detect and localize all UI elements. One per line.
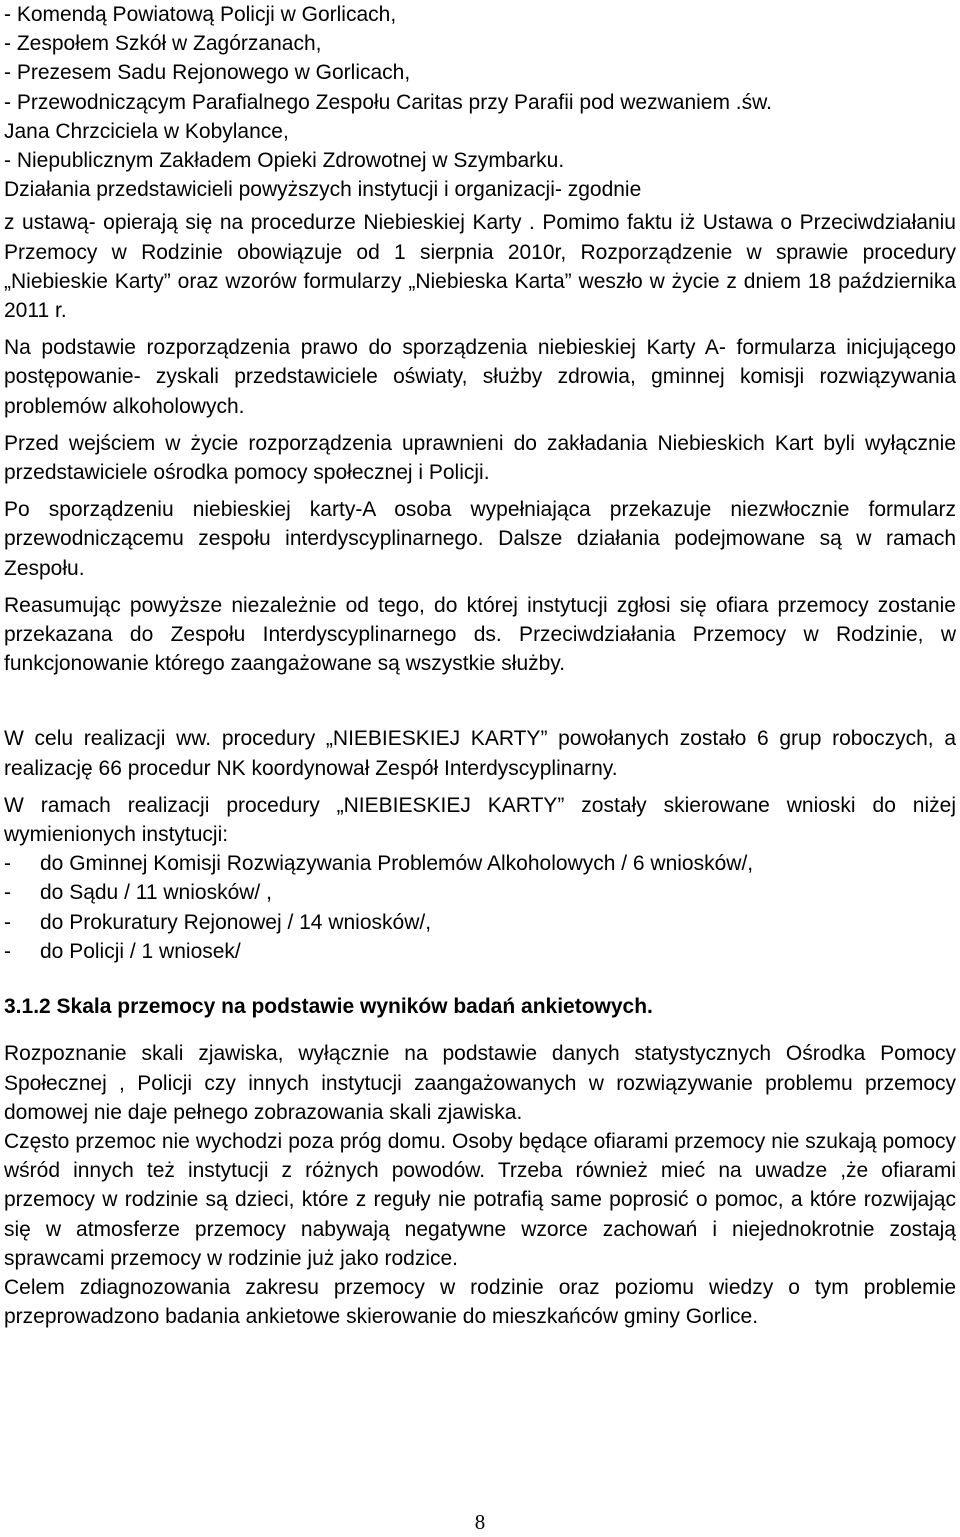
intro-list-item: - Komendą Powiatową Policji w Gorlicach, xyxy=(4,3,397,26)
section-paragraph-2: Często przemoc nie wychodzi poza próg domu. Osoby będące ofiarami przemocy nie szukają pomocy wśród innych też instytucji z różnych powodów. Trzeba również mieć na uwadze ,że ofiarami przemocy w rodzinie są dzieci, które z reguły nie potrafią same poprosić o pomoc, a które rozwijając się w atmosferze przemocy nabywają negatywne wzorce zachowań i niejednokrotnie zostają sprawcami przemocy w rodzinie już jako rodzice. xyxy=(4,1129,956,1270)
section-paragraph-1: Rozpoznanie skali zjawiska, wyłącznie na podstawie danych statystycznych Ośrodka Pomocy Społecznej , Policji czy innych instytucji zaangażowanych w rozwiązywanie problemu przemocy domowej nie daje pełnego zobrazowania skali zjawiska. xyxy=(4,1042,956,1124)
section-paragraph-3: Celem zdiagnozowania zakresu przemocy w rodzinie oraz poziomu wiedzy o tym problemie przeprowadzono badania ankietowe skierowanie do mieszkańców gminy Gorlice. xyxy=(4,1275,956,1329)
intro-list-item: - Prezesem Sadu Rejonowego w Gorlicach, xyxy=(4,61,411,85)
document-page xyxy=(4,0,956,1331)
list-dash: - xyxy=(4,939,11,963)
intro-list-item: - Niepublicznym Zakładem Opieki Zdrowotnej w Szymbarku. xyxy=(4,149,565,173)
section-heading: 3.1.2 Skala przemocy na podstawie wyników badań ankietowych. xyxy=(4,995,653,1019)
intro-list xyxy=(4,0,956,175)
intro-list-item: - Przewodniczącym Parafialnego Zespołu Caritas przy Parafii pod wezwaniem .św. xyxy=(4,90,772,114)
list-item xyxy=(4,878,956,907)
list-item-text: do Gminnej Komisji Rozwiązywania Problemów Alkoholowych / 6 wniosków/, xyxy=(40,852,754,876)
paragraph-5: Reasumując powyższe niezależnie od tego, do której instytucji zgłosi się ofiara przemocy zostanie przekazana do Zespołu Interdyscyplinarnego ds. Przeciwdziałania Przemocy w Rodzinie, w funkcjonowanie którego zaangażowane są wszystkie służby. xyxy=(4,593,956,676)
list-item-text: do Sądu / 11 wniosków/ , xyxy=(40,881,272,905)
intro-list-item: Jana Chrzciciela w Kobylance, xyxy=(4,119,289,143)
paragraph-1-line-1: Działania przedstawicieli powyższych instytucji i organizacji- zgodnie xyxy=(4,178,642,202)
paragraph-6: W celu realizacji ww. procedury „NIEBIESKIEJ KARTY” powołanych zostało 6 grup roboczych, a realizację 66 procedur NK koordynował Zespół Interdyscyplinarny. xyxy=(4,727,956,780)
paragraph-1: z ustawą- opierają się na procedurze Niebieskiej Karty . Pomimo faktu iż Ustawa o Przeciwdziałaniu Przemocy w Rodzinie obowiązuje od 1 sierpnia 2010r, Rozporządzenie w sprawie procedury „Niebieskie Karty” oraz wzorów formularzy „Niebieska Karta” weszło w życie z dniem 18 października 2011 r. xyxy=(4,211,956,323)
list-dash: - xyxy=(4,881,11,905)
list-dash: - xyxy=(4,910,11,934)
list-dash: - xyxy=(4,852,11,876)
list-item xyxy=(4,849,956,878)
list-item-text: do Prokuratury Rejonowej / 14 wniosków/, xyxy=(40,910,432,934)
list-item xyxy=(4,908,956,937)
intro-list-item: - Zespołem Szkół w Zagórzanach, xyxy=(4,32,322,56)
paragraph-7: W ramach realizacji procedury „NIEBIESKIEJ KARTY” zostały skierowane wnioski do niżej wymienionych instytucji: xyxy=(4,793,956,847)
list-item xyxy=(4,937,956,966)
paragraph-4: Po sporządzeniu niebieskiej karty-A osoba wypełniająca przekazuje niezwłocznie formularz przewodniczącemu zespołu interdyscyplinarnego. Dalsze działania podejmowane są w ramach Zespołu. xyxy=(4,498,956,580)
paragraph-3: Przed wejściem w życie rozporządzenia uprawnieni do zakładania Niebieskich Kart byli wyłącznie przedstawiciele ośrodka pomocy społecznej i Policji. xyxy=(4,431,956,485)
list-item-text: do Policji / 1 wniosek/ xyxy=(40,939,241,963)
wnioski-list xyxy=(4,849,956,966)
page-number: 8 xyxy=(474,1510,486,1534)
paragraph-2: Na podstawie rozporządzenia prawo do sporządzenia niebieskiej Karty A- formularza inicjującego postępowanie- zyskali przedstawiciele oświaty, służby zdrowia, gminnej komisji rozwiązywania problemów alkoholowych. xyxy=(4,336,956,418)
